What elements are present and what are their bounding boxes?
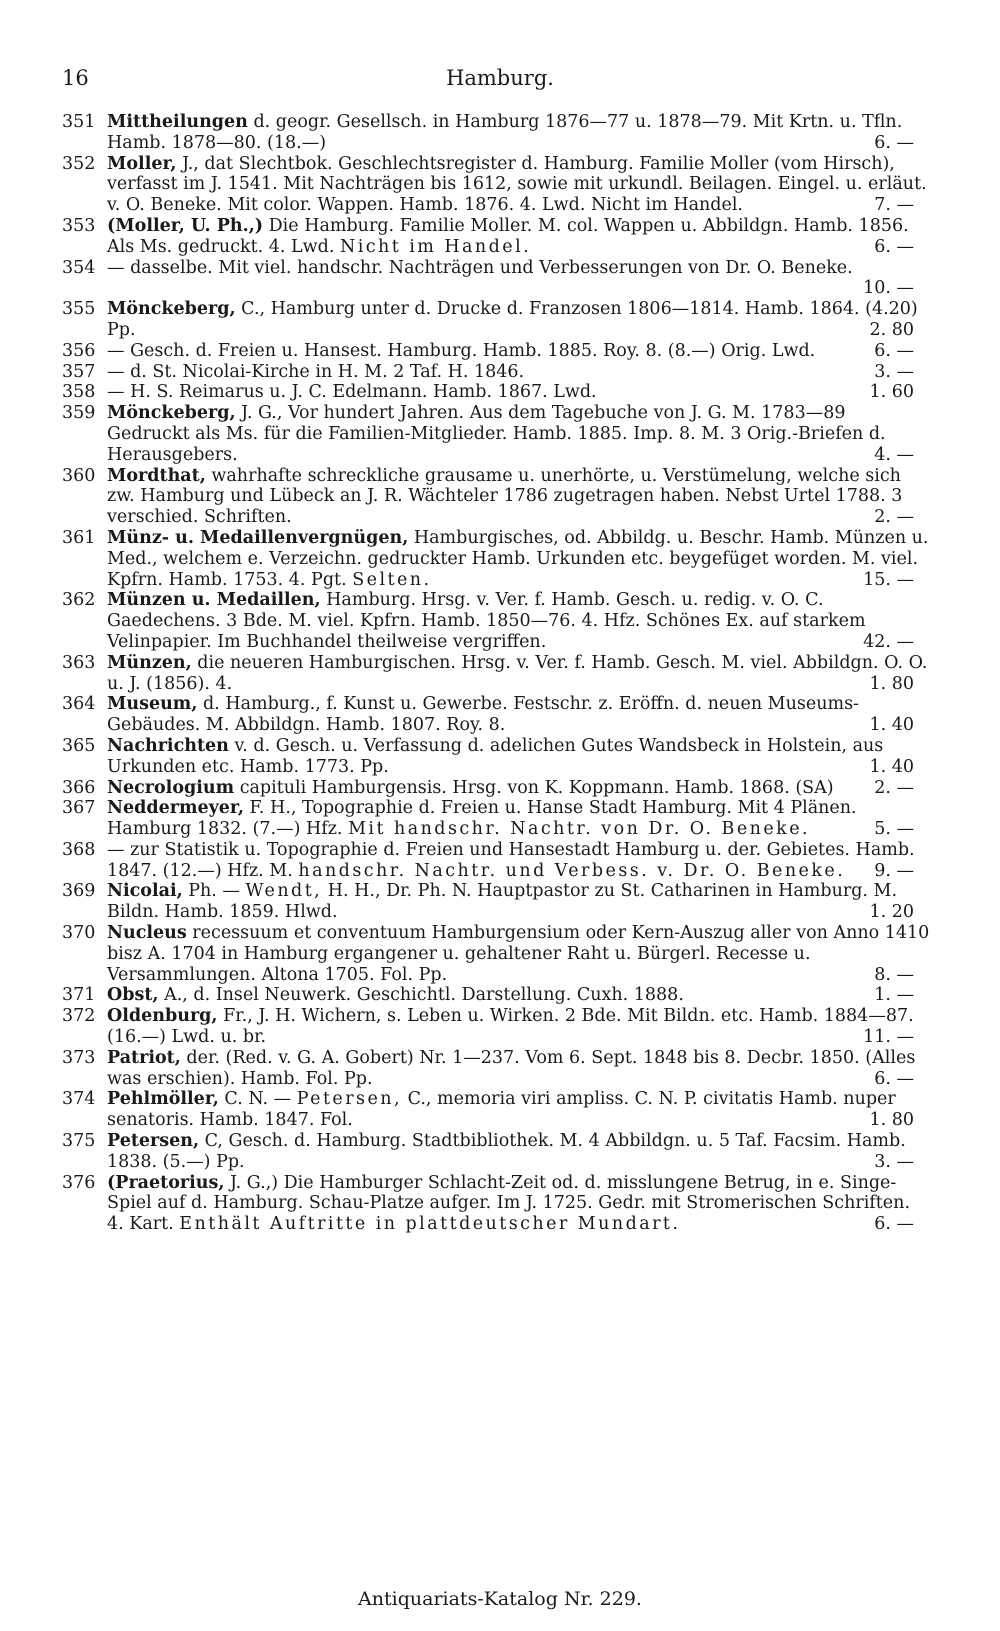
entry-description: — H. S. Reimarus u. J. C. Edelmann. Hamb. 1867. Lwd. [107,382,597,403]
catalog-entry [62,403,930,465]
entry-price: 9. — [874,860,914,881]
catalog-entry [62,736,930,778]
entry-name: Mönckeberg, [107,403,236,424]
entry-text [107,798,930,840]
entry-number: 370 [62,923,96,944]
entry-description: J. G.,) Die Hamburger Schlacht-Zeit od. d. misslungene Betrug, in e. Singe-Spiel auf d. Hamburg. Schau-Platze aufger. Im J. 1725. Gedr. mit Stromerischen Schriften. 4. Kart. [107,1172,911,1235]
entry-price: 1. 40 [869,756,914,777]
entry-name: Münz- u. Medaillenvergnügen, [107,527,409,548]
entry-number: 364 [62,694,96,715]
entry-text [107,258,930,279]
entry-emphasis: Selten. [352,569,432,590]
entry-number: 372 [62,1006,96,1027]
entry-price: 1. 20 [869,902,914,923]
entry-name: Mönckeberg, [107,299,236,320]
catalog-entry [62,694,930,736]
entry-price: 6. — [874,132,914,153]
entry-description: recessuum et conventuum Hamburgensium oder Kern-Auszug aller von Anno 1410 bisz A. 1704 in Hamburg ergangener u. gehaltener Raht u. Bürgerl. Recesse u. Versammlungen. Altona 1705. Fol. Pp. [107,923,930,985]
catalog-entries [62,112,930,1235]
entry-description: A., d. Insel Neuwerk. Geschichtl. Darstellung. Cuxh. 1888. [158,985,684,1006]
entry-number: 368 [62,839,96,860]
catalog-entry [62,590,930,652]
entry-description: d. Hamburg., f. Kunst u. Gewerbe. Festschr. z. Eröffn. d. neuen Museums-Gebäudes. M. Abbildgn. Hamb. 1807. Roy. 8. [107,694,859,736]
entry-price: 1. 40 [869,715,914,736]
entry-emphasis: handschr. Nachtr. und Verbess. v. Dr. O. Beneke. [298,860,846,881]
entry-name: Mittheilungen [107,112,248,132]
entry-name: Münzen, [107,652,192,673]
entry-name: Moller, [107,153,177,174]
entry-name: Nicolai, [107,881,183,902]
entry-name: Nachrichten [107,735,229,756]
catalog-entry [62,258,930,300]
entry-description: C., Hamburg unter d. Drucke d. Franzosen 1806—1814. Hamb. 1864. (4.20) Pp. [107,299,918,340]
entry-text [107,341,930,362]
entry-name: Neddermeyer, [107,798,244,819]
catalog-entry [62,840,930,882]
catalog-entry [62,299,930,341]
entry-emphasis: Enthält Auftritte in plattdeutscher Mundart. [179,1214,681,1235]
catalog-entry [62,154,930,216]
page-footer: Antiquariats-Katalog Nr. 229. [358,1588,642,1610]
entry-price: 1. 60 [869,382,914,403]
entry-price: 7. — [874,195,914,216]
entry-price: 15. — [863,569,914,590]
entry-price: 6. — [874,340,914,361]
entry-name: (Praetorius, [107,1172,225,1193]
catalog-entry [62,528,930,590]
entry-number: 363 [62,652,96,673]
catalog-entry [62,985,930,1006]
catalog-entry [62,382,930,403]
entry-number: 354 [62,257,96,278]
page-number: 16 [62,66,89,90]
entry-description: C, Gesch. d. Hamburg. Stadtbibliothek. M. 4 Abbildgn. u. 5 Taf. Facsim. Hamb. 1838. (5.—) Pp. [107,1131,906,1172]
entry-description: Ph. — [182,881,246,902]
entry-number: 373 [62,1047,96,1068]
entry-emphasis: Petersen, [296,1089,403,1110]
entry-number: 366 [62,777,96,798]
entry-number: 367 [62,798,96,819]
entry-description: der. (Red. v. G. A. Gobert) Nr. 1—237. Vom 6. Sept. 1848 bis 8. Decbr. 1850. (Alles was erschien). Hamb. Fol. Pp. [107,1047,916,1089]
entry-price: 6. — [874,1214,914,1235]
entry-description: wahrhafte schreckliche grausame u. unerhörte, u. Verstümelung, welche sich zw. Hamburg und Lübeck an J. R. Wächteler 1786 zugetragen haben. Nebst Urtel 1788. 3 verschied. Schriften. [107,465,903,528]
entry-number: 356 [62,340,96,361]
entry-price: 3. — [874,361,914,382]
catalog-entry [62,1006,930,1048]
entry-name: Necrologium [107,777,235,798]
entry-price: 10. — [863,278,914,299]
entry-price: 2. — [874,507,914,528]
entry-price: 3. — [874,1151,914,1172]
entry-emphasis: Mit handschr. Nachtr. von Dr. O. Beneke. [348,819,811,840]
entry-name: Pehlmöller, [107,1089,219,1110]
entry-price: 1. 80 [869,1110,914,1131]
entry-number: 360 [62,465,96,486]
entry-number: 365 [62,735,96,756]
entry-number: 357 [62,361,96,382]
running-title: Hamburg. [446,66,554,90]
catalog-entry [62,1131,930,1173]
entry-price: 2. 80 [869,319,914,340]
entry-price: 4. — [874,444,914,465]
entry-name: Petersen, [107,1131,200,1152]
entry-name: Mordthat, [107,465,206,486]
catalog-entry [62,923,930,985]
entry-description: J., dat Slechtbok. Geschlechtsregister d. Hamburg. Familie Moller (vom Hirsch), verfasst im J. 1541. Mit Nachträgen bis 1612, sowie mit urkundl. Beilagen. Eingel. u. erläut. v. O. Beneke. Mit color. Wappen. Hamb. 1876. 4. Lwd. Nicht im Handel. [107,153,927,216]
entry-price: 6. — [874,236,914,257]
entry-text [107,778,930,799]
entry-description: Fr., J. H. Wichern, s. Leben u. Wirken. 2 Bde. Mit Bildn. etc. Hamb. 1884—87. (16.—) Lwd. u. br. [107,1006,914,1048]
entry-description: Hamburg. Hrsg. v. Ver. f. Hamb. Gesch. u. redig. v. O. C. Gaedechens. 3 Bde. M. viel. Kpfrn. Hamb. 1850—76. 4. Hfz. Schönes Ex. auf starkem Velinpapier. Im Buchhandel theilweise vergriffen. [107,590,866,652]
entry-description: Hamburgisches, od. Abbildg. u. Beschr. Hamb. Münzen u. Med., welchem e. Verzeichn. gedruckter Hamb. Urkunden etc. beygefüget worden. M. viel. Kpfrn. Hamb. 1753. 4. Pgt. [107,527,929,590]
entry-number: 352 [62,153,96,174]
catalog-entry [62,881,930,923]
entry-name: Nucleus [107,923,187,944]
catalog-entry [62,778,930,799]
entry-price: 6. — [874,1068,914,1089]
entry-number: 353 [62,215,96,236]
entry-emphasis: Nicht im Handel. [339,236,532,257]
entry-number: 375 [62,1131,96,1152]
entry-description: C. N. — [218,1089,297,1110]
entry-price: 5. — [874,819,914,840]
entry-number: 355 [62,299,96,320]
entry-name: Münzen u. Medaillen, [107,590,321,611]
entry-name: Oldenburg, [107,1006,218,1027]
catalog-entry [62,1048,930,1090]
entry-number: 374 [62,1089,96,1110]
catalog-entry [62,112,930,154]
entry-description: — Gesch. d. Freien u. Hansest. Hamburg. Hamb. 1885. Roy. 8. (8.—) Orig. Lwd. [107,340,816,361]
entry-number: 362 [62,590,96,611]
entry-description: — zur Statistik u. Topographie d. Freien und Hansestadt Hamburg u. der. Gebietes. Hamb. 1847. (12.—) Hfz. M. [107,839,915,881]
entry-price: 11. — [863,1027,914,1048]
catalog-entry [62,1173,930,1235]
entry-number: 361 [62,527,96,548]
entry-name: Patriot, [107,1047,181,1068]
entry-number: 358 [62,382,96,403]
entry-description: Die Hamburg. Familie Moller. M. col. Wappen u. Abbildgn. Hamb. 1856. Als Ms. gedruckt. 4. Lwd. [107,215,909,257]
entry-description: F. H., Topographie d. Freien u. Hanse Stadt Hamburg. Mit 4 Plänen. Hamburg 1832. (7.—) Hfz. [107,798,857,840]
page-header [62,66,938,94]
catalog-entry [62,216,930,258]
entry-number: 359 [62,403,96,424]
entry-price: 1. — [874,985,914,1006]
entry-emphasis: Wendt, [245,881,323,902]
entry-price: 2. — [874,777,914,798]
entry-description: die neueren Hamburgischen. Hrsg. v. Ver. f. Hamb. Gesch. M. viel. Abbildgn. O. O. u. J. (1856). 4. [107,652,928,694]
entry-number: 376 [62,1172,96,1193]
entry-name: Museum, [107,694,198,715]
catalog-entry [62,1089,930,1131]
entry-description: capituli Hamburgensis. Hrsg. von K. Koppmann. Hamb. 1868. (SA) [234,777,834,798]
entry-description-cont: C., memoria viri ampliss. C. N. P. civitatis Hamb. nuper senatoris. Hamb. 1847. Fol. [107,1089,896,1131]
entry-description: d. geogr. Gesellsch. in Hamburg 1876—77 u. 1878—79. Mit Krtn. u. Tfln. Hamb. 1878—80. (18.—) [107,112,903,153]
entry-description: — d. St. Nicolai-Kirche in H. M. 2 Taf. H. 1846. [107,361,525,382]
catalog-entry [62,362,930,383]
entry-description-cont: H. H., Dr. Ph. N. Hauptpastor zu St. Catharinen in Hamburg. M. Bildn. Hamb. 1859. Hlwd. [107,881,898,923]
catalog-entry [62,341,930,362]
entry-text [107,840,930,882]
entry-name: (Moller, U. Ph.,) [107,215,264,236]
entry-description: v. d. Gesch. u. Verfassung d. adelichen Gutes Wandsbeck in Holstein, aus Urkunden etc. Hamb. 1773. Pp. [107,735,884,777]
entry-price: 8. — [874,964,914,985]
entry-price: 1. 80 [869,673,914,694]
entry-description: — dasselbe. Mit viel. handschr. Nachträgen und Verbesserungen von Dr. O. Beneke. [107,257,853,278]
entry-name: Obst, [107,985,159,1006]
entry-number: 371 [62,985,96,1006]
entry-description: J. G., Vor hundert Jahren. Aus dem Tagebuche von J. G. M. 1783—89 Gedruckt als Ms. für die Familien-Mitglieder. Hamb. 1885. Imp. 8. M. 3 Orig.-Briefen d. Herausgebers. [107,403,886,465]
catalog-entry [62,653,930,695]
entry-price: 42. — [863,631,914,652]
catalog-entry [62,466,930,528]
entry-number: 351 [62,112,96,132]
entry-number: 369 [62,881,96,902]
catalog-entry [62,798,930,840]
